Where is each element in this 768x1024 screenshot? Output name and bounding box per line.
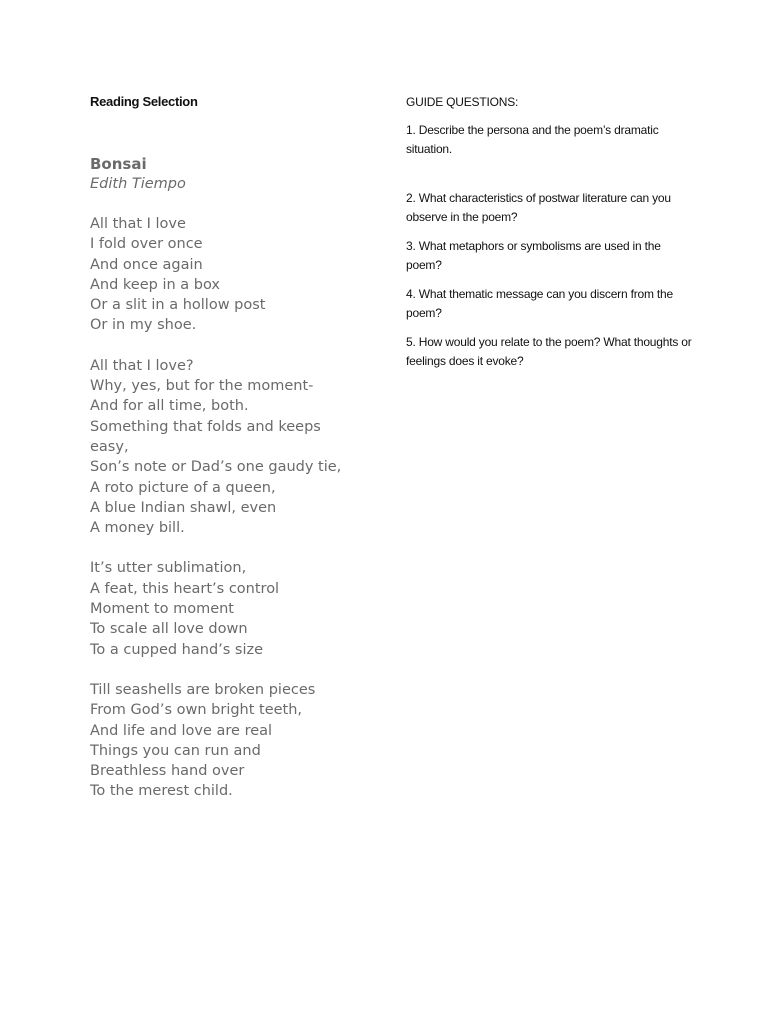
guide-questions-heading: GUIDE QUESTIONS: bbox=[406, 95, 519, 109]
poem-line: To a cupped hand’s size bbox=[90, 641, 264, 658]
poem-line: Things you can run and bbox=[90, 742, 261, 759]
poem-line: Son’s note or Dad’s one gaudy tie, bbox=[90, 459, 342, 476]
poem-line: easy, bbox=[90, 438, 129, 455]
poem-line: To scale all love down bbox=[90, 621, 248, 638]
poem-stanza-2 bbox=[90, 356, 380, 539]
poem-line: From God’s own bright teeth, bbox=[90, 702, 303, 719]
poem-line: Or in my shoe. bbox=[90, 317, 197, 334]
guide-question-5: 5. How would you relate to the poem? What thoughts or feelings does it evoke? bbox=[406, 335, 692, 368]
poem-line: A feat, this heart’s control bbox=[90, 580, 280, 597]
poem-line: Till seashells are broken pieces bbox=[90, 681, 316, 698]
poem-line: All that I love? bbox=[90, 357, 194, 374]
poem-stanza-3 bbox=[90, 558, 380, 659]
reading-selection-heading: Reading Selection bbox=[90, 94, 198, 109]
poem-line: Or a slit in a hollow post bbox=[90, 297, 266, 314]
guide-question-4: 4. What thematic message can you discern from the poem? bbox=[406, 287, 673, 320]
poem-line: Breathless hand over bbox=[90, 763, 245, 780]
poem-title: Bonsai bbox=[90, 155, 147, 173]
poem-stanza-4 bbox=[90, 680, 380, 802]
poem-line: And for all time, both. bbox=[90, 398, 249, 415]
poem-author: Edith Tiempo bbox=[90, 176, 186, 192]
poem-line: It’s utter sublimation, bbox=[90, 560, 247, 577]
poem-stanza-1 bbox=[90, 214, 380, 336]
reading-selection-column bbox=[90, 92, 380, 802]
poem-line: All that I love bbox=[90, 216, 186, 232]
poem-line: And life and love are real bbox=[90, 722, 273, 739]
guide-questions-column bbox=[406, 93, 696, 371]
poem-line: And once again bbox=[90, 256, 203, 273]
guide-question-3: 3. What metaphors or symbolisms are used in the poem? bbox=[406, 239, 661, 272]
poem-line: Moment to moment bbox=[90, 601, 234, 618]
guide-question-2: 2. What characteristics of postwar literature can you observe in the poem? bbox=[406, 191, 671, 224]
poem-line: A roto picture of a queen, bbox=[90, 479, 276, 496]
poem-line: Why, yes, but for the moment- bbox=[90, 378, 314, 395]
poem-line: To the merest child. bbox=[90, 783, 233, 800]
poem-line: A money bill. bbox=[90, 520, 185, 537]
poem-line: And keep in a box bbox=[90, 276, 220, 293]
poem-line: A blue Indian shawl, even bbox=[90, 499, 277, 516]
guide-question-1: 1. Describe the persona and the poem’s dramatic situation. bbox=[406, 123, 659, 156]
poem-line: I fold over once bbox=[90, 236, 203, 253]
poem-line: Something that folds and keeps bbox=[90, 418, 321, 435]
